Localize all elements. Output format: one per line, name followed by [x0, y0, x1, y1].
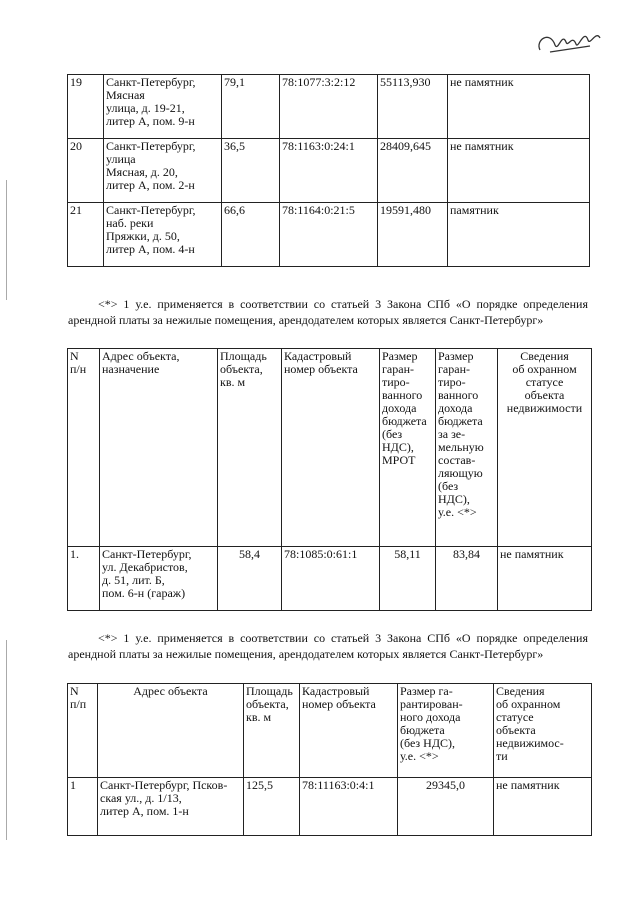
- table-row: [68, 203, 590, 267]
- header-area: Площадь объекта, кв. м: [218, 349, 282, 547]
- row-number: 1.: [68, 547, 100, 611]
- cadastral-cell: 78:1077:3:2:12: [280, 75, 378, 139]
- rent-cell: 28409,645: [378, 139, 448, 203]
- margin-mark: [6, 180, 7, 300]
- table-row: [68, 547, 592, 611]
- header-status: Сведения об охранном статусе объекта недвижимос- ти: [494, 684, 592, 778]
- area-cell: 79,1: [222, 75, 280, 139]
- header-rent: Размер га- рантирован- ного дохода бюджета (без НДС), у.е. <*>: [398, 684, 494, 778]
- rent-cell: 19591,480: [378, 203, 448, 267]
- table-row: [68, 75, 590, 139]
- row-number: 19: [68, 75, 104, 139]
- rent-cell: 55113,930: [378, 75, 448, 139]
- cadastral-cell: 78:11163:0:4:1: [300, 778, 398, 836]
- table-row: [68, 139, 590, 203]
- address-cell: Санкт-Петербург, Псков- ская ул., д. 1/13, литер А, пом. 1-н: [98, 778, 244, 836]
- table-2: [67, 348, 592, 611]
- footnote-text: <*> 1 у.е. применяется в соответствии со статьей 3 Закона СПб «О порядке определения арендной платы за нежилые помещения, арендодателем которых является Санкт-Петербург»: [68, 631, 588, 661]
- area-cell: 58,4: [218, 547, 282, 611]
- header-mrot: Размер гаран- тиро- ванного дохода бюджета (без НДС), МРОТ: [380, 349, 436, 547]
- footnote-2: [68, 630, 588, 662]
- cadastral-cell: 78:1164:0:21:5: [280, 203, 378, 267]
- header-ue: Размер гаран- тиро- ванного дохода бюджета за зе- мельную состав- ляющую (без НДС), у.е. <*>: [436, 349, 498, 547]
- row-number: 20: [68, 139, 104, 203]
- status-cell: не памятник: [448, 139, 590, 203]
- table-header-row: [68, 684, 592, 778]
- table-1: [67, 74, 590, 267]
- area-cell: 125,5: [244, 778, 300, 836]
- header-address: Адрес объекта, назначение: [100, 349, 218, 547]
- header-cadastral: Кадастровый номер объекта: [282, 349, 380, 547]
- status-cell: не памятник: [448, 75, 590, 139]
- table-3: [67, 683, 592, 836]
- table-header-row: [68, 349, 592, 547]
- address-cell: Санкт-Петербург, Мясная улица, д. 19-21, литер А, пом. 9-н: [104, 75, 222, 139]
- address-cell: Санкт-Петербург, наб. реки Пряжки, д. 50, литер А, пом. 4-н: [104, 203, 222, 267]
- status-cell: не памятник: [494, 778, 592, 836]
- area-cell: 36,5: [222, 139, 280, 203]
- address-cell: Санкт-Петербург, ул. Декабристов, д. 51, лит. Б, пом. 6-н (гараж): [100, 547, 218, 611]
- signature-mark: [530, 20, 610, 60]
- status-cell: памятник: [448, 203, 590, 267]
- cadastral-cell: 78:1085:0:61:1: [282, 547, 380, 611]
- header-cadastral: Кадастровый номер объекта: [300, 684, 398, 778]
- header-address: Адрес объекта: [98, 684, 244, 778]
- row-number: 21: [68, 203, 104, 267]
- address-cell: Санкт-Петербург, улица Мясная, д. 20, литер А, пом. 2-н: [104, 139, 222, 203]
- row-number: 1: [68, 778, 98, 836]
- mrot-cell: 58,11: [380, 547, 436, 611]
- header-area: Площадь объекта, кв. м: [244, 684, 300, 778]
- header-n: N п/н: [68, 349, 100, 547]
- rent-cell: 29345,0: [398, 778, 494, 836]
- header-n: N п/п: [68, 684, 98, 778]
- area-cell: 66,6: [222, 203, 280, 267]
- footnote-1: [68, 296, 588, 328]
- cadastral-cell: 78:1163:0:24:1: [280, 139, 378, 203]
- header-status: Сведения об охранном статусе объекта недвижимости: [498, 349, 592, 547]
- status-cell: не памятник: [498, 547, 592, 611]
- table-row: [68, 778, 592, 836]
- footnote-text: <*> 1 у.е. применяется в соответствии со статьей 3 Закона СПб «О порядке определения арендной платы за нежилые помещения, арендодателем которых является Санкт-Петербург»: [68, 297, 588, 327]
- ue-cell: 83,84: [436, 547, 498, 611]
- margin-mark: [6, 640, 7, 840]
